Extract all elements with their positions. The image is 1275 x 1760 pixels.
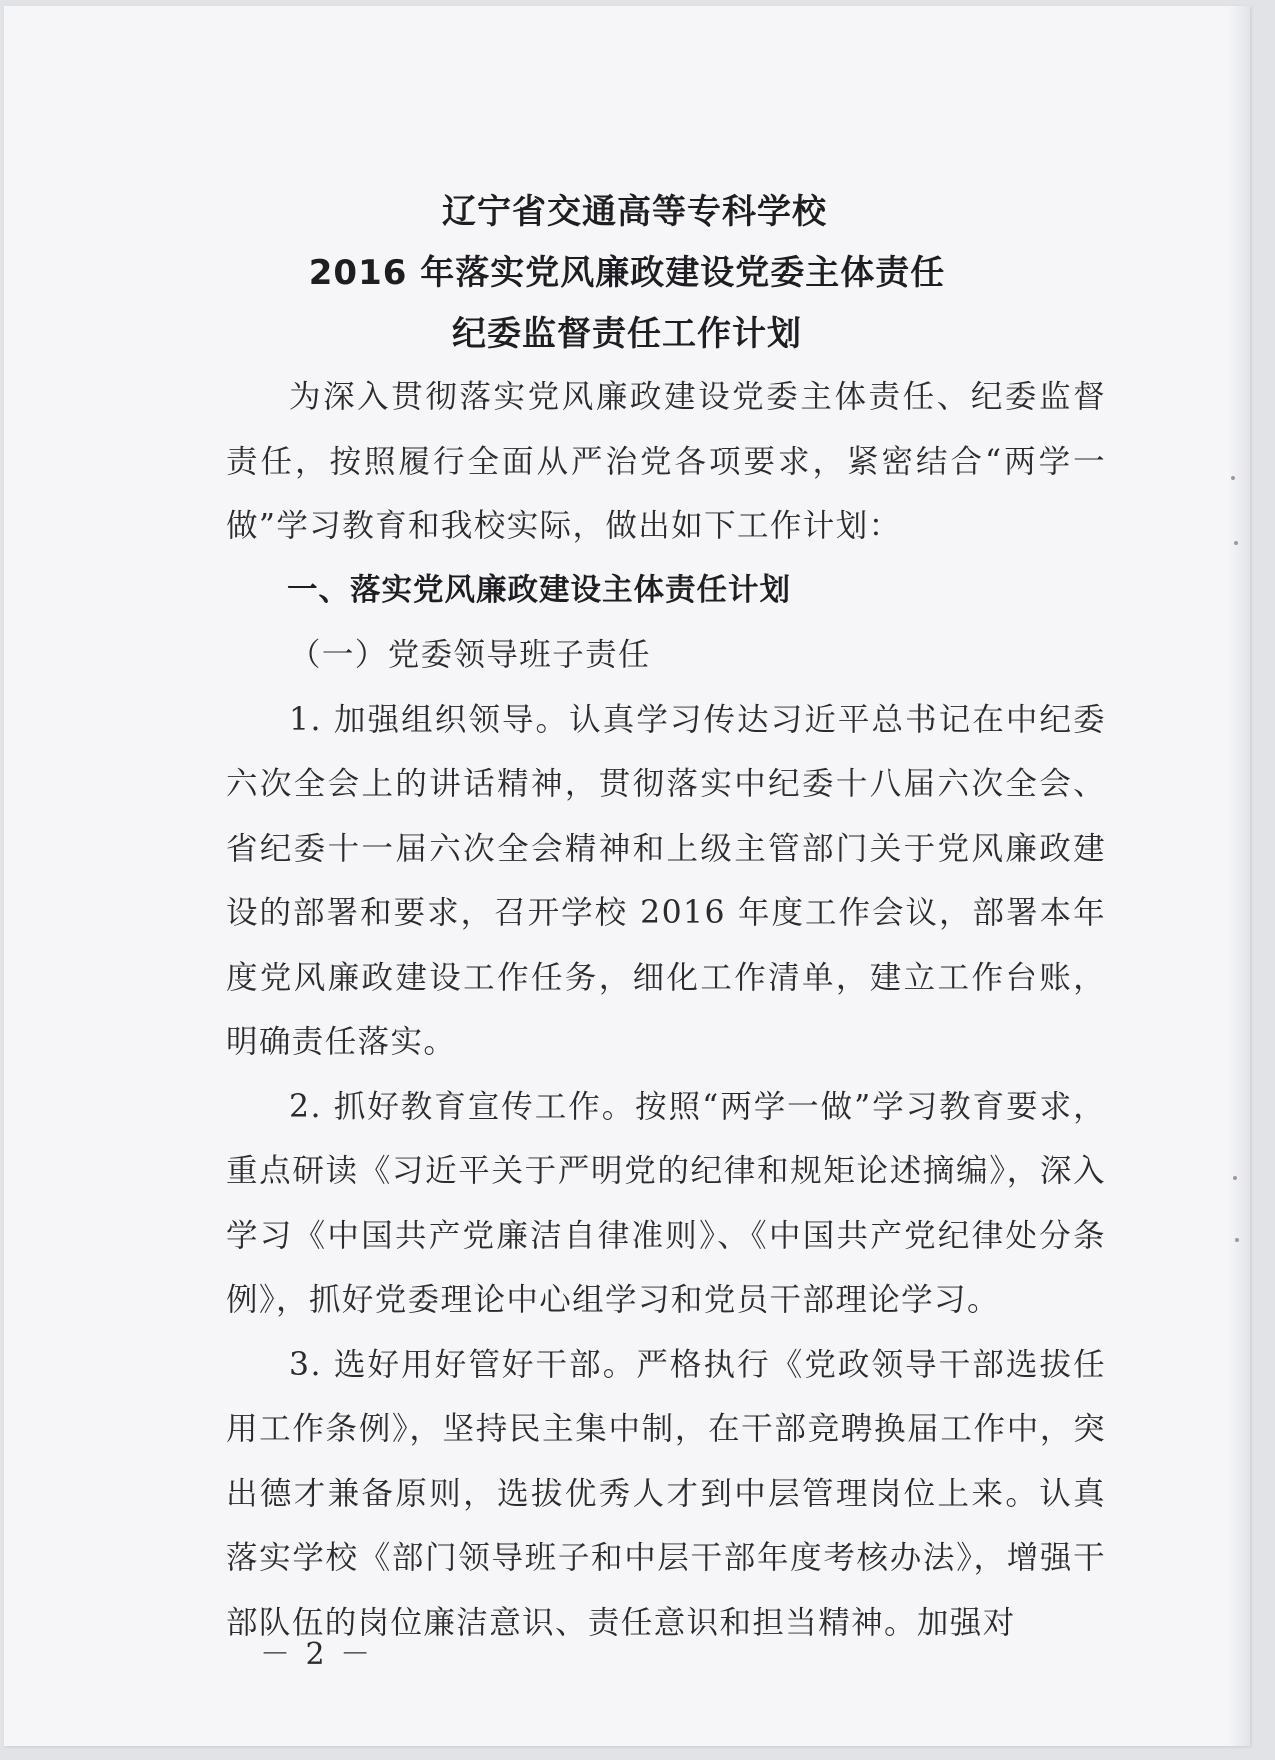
title-line-subject: 2016 年落实党风廉政建设党委主体责任 — [308, 253, 946, 293]
document-title — [4, 182, 1250, 365]
scan-speck — [1231, 476, 1235, 480]
scan-speck — [1235, 1238, 1239, 1242]
document-page — [4, 6, 1250, 1746]
page-number: － 2 － — [260, 1637, 374, 1672]
intro-paragraph: 为深入贯彻落实党风廉政建设党委主体责任、纪委监督责任，按照履行全面从严治党各项要求，紧密结合“两学一做”学习教育和我校实际，做出如下工作计划： — [226, 379, 1106, 544]
item-paragraph-1: 1. 加强组织领导。认真学习传达习近平总书记在中纪委六次全会上的讲话精神，贯彻落实中纪委十八届六次全会、省纪委十一届六次全会精神和上级主管部门关于党风廉政建设的部署和要求，召开学校 2016 年度工作会议，部署本年度党风廉政建设工作任务，细化工作清单，建立工作台账，明确责任落实。 — [226, 701, 1106, 1060]
subsection-heading: （一）党委领导班子责任 — [289, 637, 651, 673]
item-paragraph-2: 2. 抓好教育宣传工作。按照“两学一做”学习教育要求，重点研读《习近平关于严明党的纪律和规矩论述摘编》，深入学习《中国共产党廉洁自律准则》、《中国共产党纪律处分条例》，抓好党委理论中心组学习和党员干部理论学习。 — [226, 1088, 1106, 1318]
item-paragraph-3: 3. 选好用好管好干部。严格执行《党政领导干部选拔任用工作条例》，坚持民主集中制，在干部竞聘换届工作中，突出德才兼备原则，选拔优秀人才到中层管理岗位上来。认真落实学校《部门领导班子和中层干部年度考核办法》，增强干部队伍的岗位廉洁意识、责任意识和担当精神。加强对 — [226, 1346, 1106, 1641]
title-line-school: 辽宁省交通高等专科学校 — [442, 192, 827, 232]
document-body — [226, 365, 1106, 1655]
title-line-plan: 纪委监督责任工作计划 — [452, 314, 802, 354]
section-heading: 一、落实党风廉政建设主体责任计划 — [287, 572, 791, 608]
scan-speck — [1233, 1176, 1237, 1180]
scan-speck — [1234, 541, 1238, 545]
